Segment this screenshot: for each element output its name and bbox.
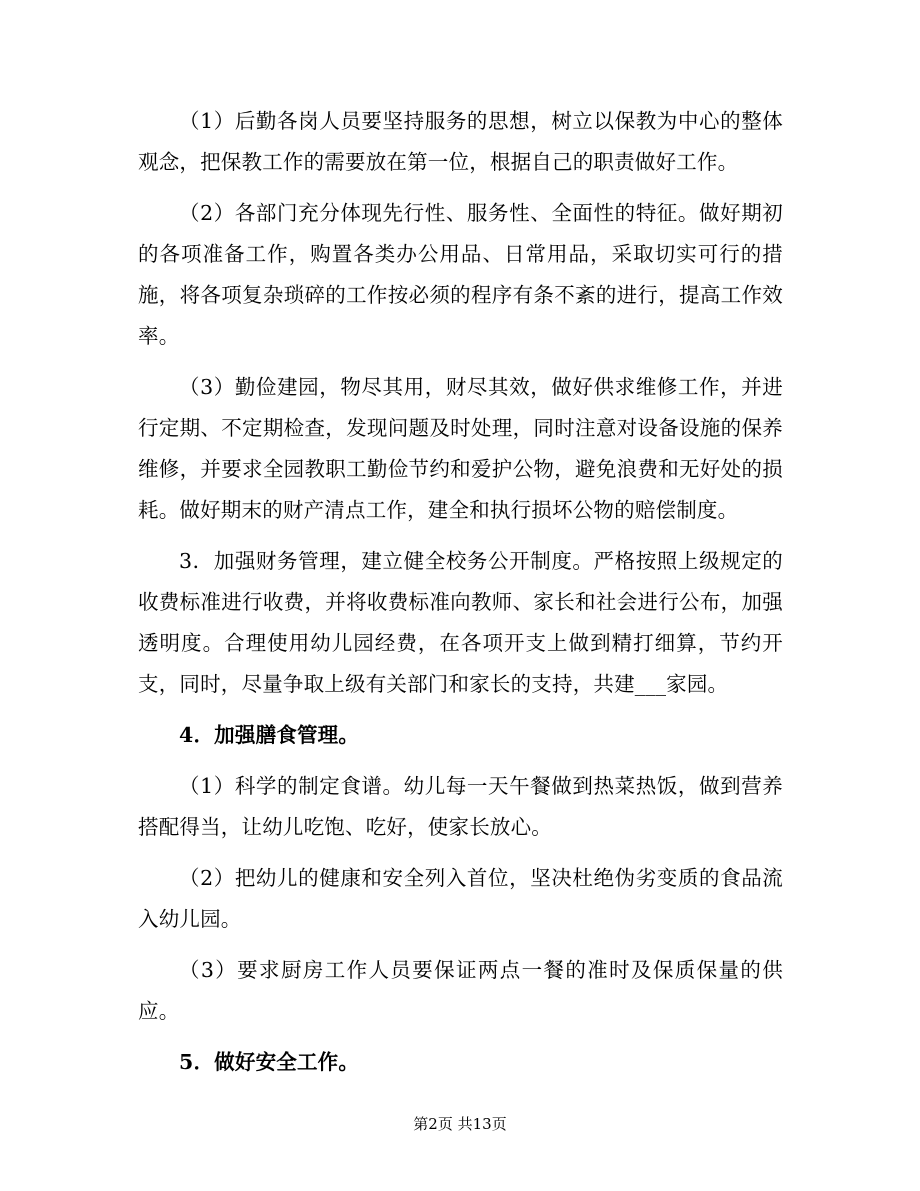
section-heading-4: 4．加强膳食管理。 (179, 723, 360, 747)
paragraph-5: （1）科学的制定食谱。幼儿每一天午餐做到热菜热饭，做到营养搭配得当，让幼儿吃饱、吃好，使家长放心。 (138, 774, 783, 839)
paragraph-1: （1）后勤各岗人员要坚持服务的思想，树立以保教为中心的整体观念，把保教工作的需要放在第一位，根据自己的职责做好工作。 (138, 109, 783, 174)
paragraph-6: （2）把幼儿的健康和安全列入首位，坚决杜绝伪劣变质的食品流入幼儿园。 (138, 866, 783, 931)
section-heading-5: 5．做好安全工作。 (179, 1050, 360, 1074)
page-number-footer: 第2页 共13页 (413, 1115, 507, 1133)
paragraph-2: （2）各部门充分体现先行性、服务性、全面性的特征。做好期初的各项准备工作，购置各类办公用品、日常用品，采取切实可行的措施，将各项复杂琐碎的工作按必须的程序有条不紊的进行，提高工作效率。 (138, 201, 783, 348)
paragraph-7: （3）要求厨房工作人员要保证两点一餐的准时及保质保量的供应。 (138, 958, 783, 1023)
paragraph-4: 3．加强财务管理，建立健全校务公开制度。严格按照上级规定的收费标准进行收费，并将收费标准向教师、家长和社会进行公布，加强透明度。合理使用幼儿园经费，在各项开支上做到精打细算，节约开支，同时，尽量争取上级有关部门和家长的支持，共建___家园。 (138, 549, 783, 696)
paragraph-3: （3）勤俭建园，物尽其用，财尽其效，做好供求维修工作，并进行定期、不定期检查，发现问题及时处理，同时注意对设备设施的保养维修，并要求全园教职工勤俭节约和爱护公物，避免浪费和无好处的损耗。做好期末的财产清点工作，建全和执行损坏公物的赔偿制度。 (138, 375, 783, 522)
document-body (138, 101, 783, 1093)
